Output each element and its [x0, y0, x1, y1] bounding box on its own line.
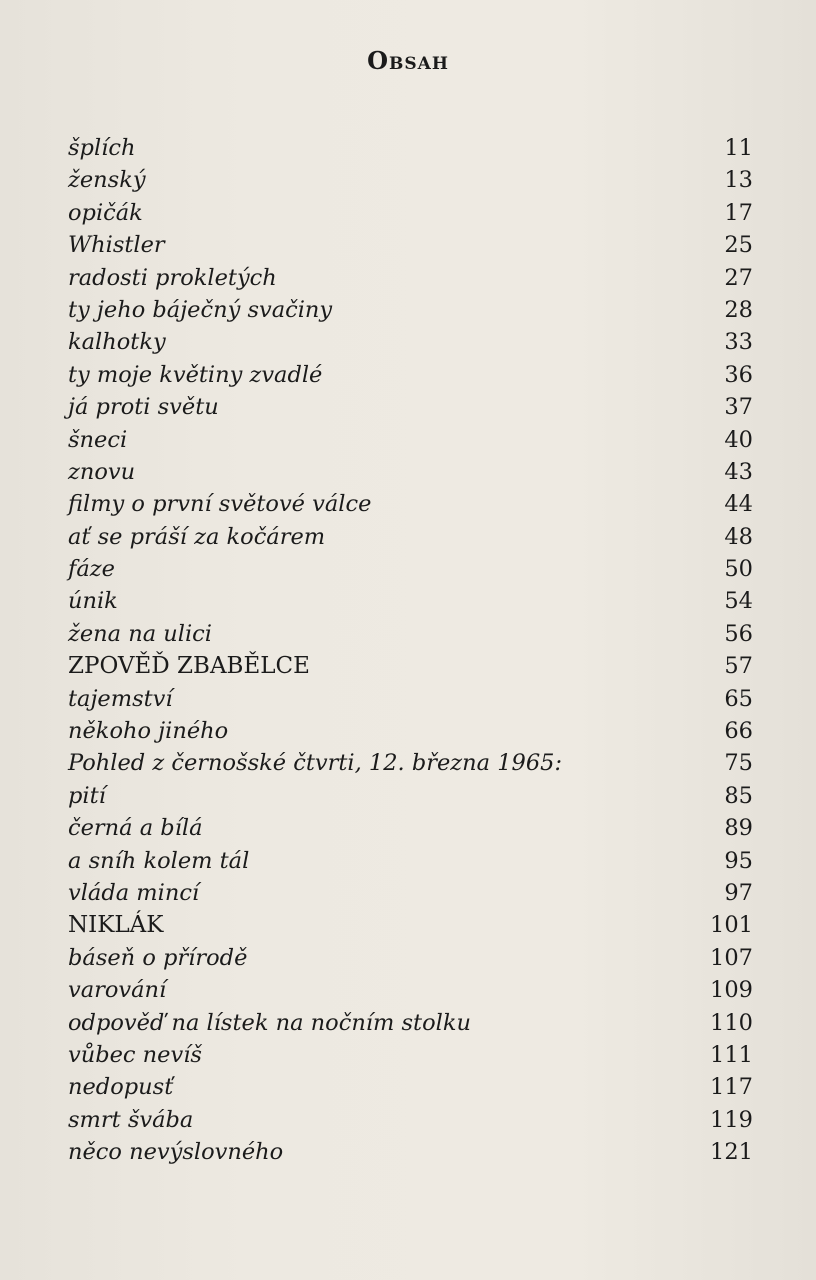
toc-entry: [68, 974, 753, 1006]
toc-page-number: 36: [724, 361, 753, 388]
toc-entry-title: tajemství: [68, 685, 173, 712]
toc-entry-title: ať se práší za kočárem: [68, 523, 326, 550]
toc-entry-title: žena na ulici: [68, 620, 212, 647]
toc-page-number: 107: [710, 944, 753, 971]
toc-entry-title: a sníh kolem tál: [68, 847, 250, 874]
toc-page-number: 43: [724, 458, 753, 485]
toc-entry: [68, 585, 753, 617]
toc-page-number: 89: [724, 815, 753, 842]
toc-entry: [68, 359, 753, 391]
toc-page-number: 75: [724, 750, 753, 777]
toc-page-number: 111: [710, 1041, 753, 1068]
toc-entry: [68, 164, 753, 196]
toc-entry-title: ty jeho báječný svačiny: [68, 296, 333, 323]
toc-entry-title: vůbec nevíš: [68, 1041, 202, 1068]
toc-page-number: 110: [710, 1009, 753, 1036]
toc-entry: [68, 1039, 753, 1071]
toc-entry-title: šplích: [68, 135, 136, 161]
toc-page-number: 44: [724, 491, 753, 518]
toc-entry-title: něco nevýslovného: [68, 1139, 284, 1166]
toc-page-number: 117: [710, 1074, 753, 1101]
toc-page-number: 27: [724, 264, 753, 291]
toc-entry: [68, 1007, 753, 1039]
toc-page-number: 48: [724, 523, 753, 550]
toc-entry: [68, 845, 753, 877]
toc-entry: [68, 1071, 753, 1103]
toc-entry: [68, 456, 753, 488]
toc-entry-title: vláda mincí: [68, 879, 200, 906]
toc-entry-title: ženský: [68, 167, 146, 194]
toc-entry: [68, 1136, 753, 1168]
toc-page-number: 101: [710, 912, 753, 939]
toc-page-number: 33: [724, 329, 753, 356]
toc-entry: [68, 812, 753, 844]
toc-entry: [68, 553, 753, 585]
toc-section-title: ZPOVĚĎ ZBABĚLCE: [68, 653, 310, 680]
toc-entry: [68, 942, 753, 974]
page-heading: Obsah: [367, 46, 449, 75]
toc-entry-title: černá a bílá: [68, 815, 203, 842]
toc-entry-title: kalhotky: [68, 329, 166, 356]
toc-entry: [68, 747, 753, 779]
toc-entry: [68, 424, 753, 456]
toc-entry-title: únik: [68, 588, 118, 615]
toc-section-title: NIKLÁK: [68, 912, 164, 939]
toc-entry: [68, 488, 753, 520]
toc-entry: [68, 197, 753, 229]
toc-page-number: 65: [724, 685, 753, 712]
toc-page-number: 25: [724, 232, 753, 259]
toc-entry-title: odpověď na lístek na nočním stolku: [68, 1009, 471, 1036]
toc-page-number: 95: [724, 847, 753, 874]
toc-page-number: 97: [724, 879, 753, 906]
toc-page-number: 40: [724, 426, 753, 453]
toc-entry-title: nedopusť: [68, 1074, 174, 1101]
toc-entry-title: někoho jiného: [68, 718, 229, 745]
toc-entry: [68, 618, 753, 650]
toc-entry: [68, 683, 753, 715]
toc-page-number: 56: [724, 620, 753, 647]
toc-page-number: 57: [724, 653, 753, 680]
toc-entry-title: znovu: [68, 458, 136, 485]
table-of-contents: [68, 132, 753, 1169]
toc-entry-title: Whistler: [68, 232, 165, 259]
toc-entry-title: Pohled z černošské čtvrti, 12. března 1965:: [68, 750, 563, 777]
toc-entry: [68, 715, 753, 747]
toc-page-number: 66: [724, 718, 753, 745]
toc-page-number: 17: [724, 199, 753, 226]
toc-entry-title: báseň o přírodě: [68, 944, 248, 971]
toc-page-number: 121: [710, 1139, 753, 1166]
toc-page-number: 37: [724, 394, 753, 421]
toc-entry: [68, 262, 753, 294]
toc-entry-title: radosti prokletých: [68, 264, 277, 291]
toc-entry-title: já proti světu: [68, 394, 219, 421]
toc-page-number: 119: [710, 1106, 753, 1133]
toc-entry: [68, 521, 753, 553]
toc-entry-title: ty moje květiny zvadlé: [68, 361, 323, 388]
toc-entry: [68, 132, 753, 164]
toc-entry-title: fáze: [68, 556, 115, 583]
toc-page-number: 85: [724, 782, 753, 809]
toc-page-number: 50: [724, 556, 753, 583]
toc-page-number: 54: [724, 588, 753, 615]
toc-entry: [68, 877, 753, 909]
toc-entry-title: smrt švába: [68, 1106, 194, 1133]
toc-page-number: 11: [724, 135, 753, 161]
toc-page-number: 13: [724, 167, 753, 194]
toc-entry: [68, 1104, 753, 1136]
toc-entry: [68, 391, 753, 423]
toc-page-number: 28: [724, 296, 753, 323]
toc-entry-title: varování: [68, 977, 167, 1004]
toc-entry-title: opičák: [68, 199, 143, 226]
toc-entry-title: pití: [68, 782, 106, 809]
toc-entry: [68, 229, 753, 261]
toc-entry: [68, 294, 753, 326]
toc-entry-title: šneci: [68, 426, 128, 453]
toc-page-number: 109: [710, 977, 753, 1004]
toc-entry: [68, 909, 753, 941]
toc-entry: [68, 326, 753, 358]
toc-entry: [68, 780, 753, 812]
toc-entry: [68, 650, 753, 682]
toc-entry-title: filmy o první světové válce: [68, 491, 372, 518]
